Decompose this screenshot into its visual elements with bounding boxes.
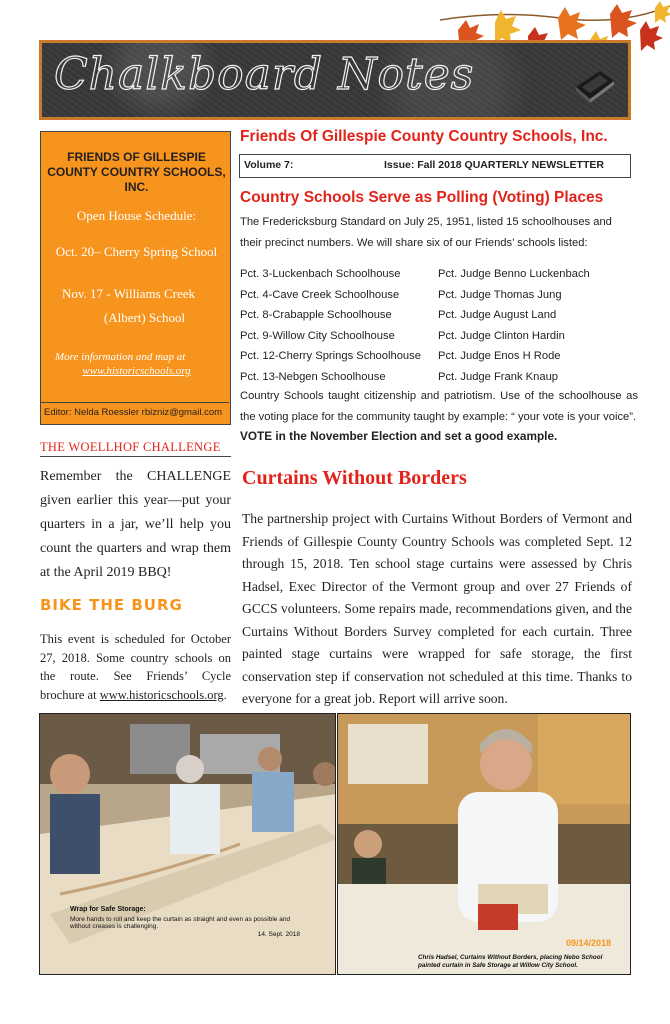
precinct-row xyxy=(240,346,640,367)
challenge-body: Remember the CHALLENGE given earlier this year—put your quarters in a jar, we’ll help you count the quarters and wrap them at the April 2019 BBQ! xyxy=(40,469,231,580)
precinct-judge: Pct. Judge Enos H Rode xyxy=(438,350,561,362)
photo1-caption xyxy=(70,906,300,938)
photo2-date-stamp: 09/14/2018 xyxy=(566,938,612,948)
open-house-event-2-school: (Albert) School xyxy=(103,310,186,325)
sidebar-website-link[interactable]: www.historicschools.org xyxy=(82,365,191,377)
precinct-list xyxy=(240,264,640,387)
chris-hadsel-photo xyxy=(337,713,631,975)
curtains-article-heading: Curtains Without Borders xyxy=(242,467,467,489)
photo1-caption-date: 14. Sept. 2018 xyxy=(257,930,300,938)
photo1-caption-text: More hands to roll and keep the curtain as straight and even as possible and without creases is challenging. xyxy=(70,915,291,930)
issue-label: Issue: Fall 2018 QUARTERLY NEWSLETTER xyxy=(384,159,604,171)
precinct-judge: Pct. Judge Clinton Hardin xyxy=(438,329,565,342)
chris-hadsel-illustration xyxy=(338,714,631,975)
precinct-judge: Pct. Judge Thomas Jung xyxy=(438,288,562,301)
precinct-school: Pct. 13-Nebgen Schoolhouse xyxy=(240,370,386,383)
open-house-label: Open House Schedule: xyxy=(76,208,197,223)
bike-body-end: . xyxy=(223,687,227,702)
polling-article-heading: Country Schools Serve as Polling (Voting) Places xyxy=(240,189,604,206)
precinct-school: Pct. 12-Cherry Springs Schoolhouse xyxy=(240,350,421,362)
bike-the-burg-body xyxy=(40,630,231,704)
photo2-caption: Chris Hadsel, Curtains Without Borders, placing Nebo School painted curtain in Safe Storage at Willow City School. xyxy=(418,954,603,969)
precinct-school: Pct. 8-Crabapple Schoolhouse xyxy=(240,309,392,321)
volume-label: Volume 7: xyxy=(244,159,294,171)
precinct-row xyxy=(240,326,640,347)
banner-title: Chalkboard Notes xyxy=(54,49,475,100)
sidebar-org-title: FRIENDS OF GILLESPIE COUNTY COUNTRY SCHOOLS, INC. xyxy=(47,150,226,194)
precinct-school: Pct. 3-Luckenbach Schoolhouse xyxy=(240,268,401,280)
curtain-wrapping-photo xyxy=(39,713,336,975)
polling-intro: The Fredericksburg Standard on July 25, 1951, listed 15 schoolhouses and their precinct numbers. We will share six of our Friends’ schools listed: xyxy=(240,216,612,249)
photo1-caption-heading: Wrap for Safe Storage: xyxy=(70,906,146,913)
precinct-row xyxy=(240,264,640,285)
more-info-text xyxy=(55,350,218,378)
chalkboard-banner xyxy=(39,40,631,120)
precinct-judge: Pct. Judge Benno Luckenbach xyxy=(438,268,590,280)
polling-vote-callout: VOTE in the November Election and set a good example. xyxy=(240,429,558,443)
precinct-judge: Pct. Judge August Land xyxy=(438,309,557,321)
open-house-event-2: Nov. 17 - Williams Creek xyxy=(61,286,196,301)
challenge-heading: THE WOELLHOF CHALLENGE xyxy=(40,440,231,457)
newsletter-org-title: Friends Of Gillespie County Country Schools, Inc. xyxy=(240,128,608,145)
bike-the-burg-heading: BIKE THE BURG xyxy=(40,596,183,614)
editor-credit: Editor: Nelda Roessler rbizniz@gmail.com xyxy=(41,402,229,424)
open-house-sidebar xyxy=(40,131,231,425)
precinct-school: Pct. 4-Cave Creek Schoolhouse xyxy=(240,288,400,301)
bike-website-link[interactable]: www.historicschools.org xyxy=(99,687,224,702)
open-house-event-1: Oct. 20– Cherry Spring School xyxy=(55,244,218,259)
more-info-label: More information and map at xyxy=(55,351,186,363)
volume-issue-box xyxy=(239,154,631,178)
precinct-row xyxy=(240,305,640,326)
curtains-article-body: The partnership project with Curtains Without Borders of Vermont and Friends of Gillespie County Country Schools was completed Sept. 12 through 15, 2018. Ten school stage curtains were assessed by Chris Hadsel, Exec Director of the Vermont group and over 27 Friends of GCCS volunteers. Some repairs made, recommendations given, and the Curtains Without Borders Survey completed for each curtain. Three painted stage curtains were wrapped for safe storage, the first conservation step if conservation not scheduled at this time. Thanks to everyone for a great job. Report will arrive soon. xyxy=(242,511,632,706)
chalkboard-eraser-icon xyxy=(572,65,616,105)
polling-conclusion: Country Schools taught citizenship and patriotism. Use of the schoolhouse as the voting place for the community taught by example: “ your vote is your voice”. xyxy=(240,390,638,423)
precinct-row xyxy=(240,285,640,306)
precinct-judge: Pct. Judge Frank Knaup xyxy=(438,370,559,383)
bike-body-text: This event is scheduled for October 27, 2018. Some country schools on the route. See Friends’ Cycle brochure at xyxy=(40,632,231,702)
precinct-school: Pct. 9-Willow City Schoolhouse xyxy=(240,329,395,342)
precinct-row xyxy=(240,367,640,388)
